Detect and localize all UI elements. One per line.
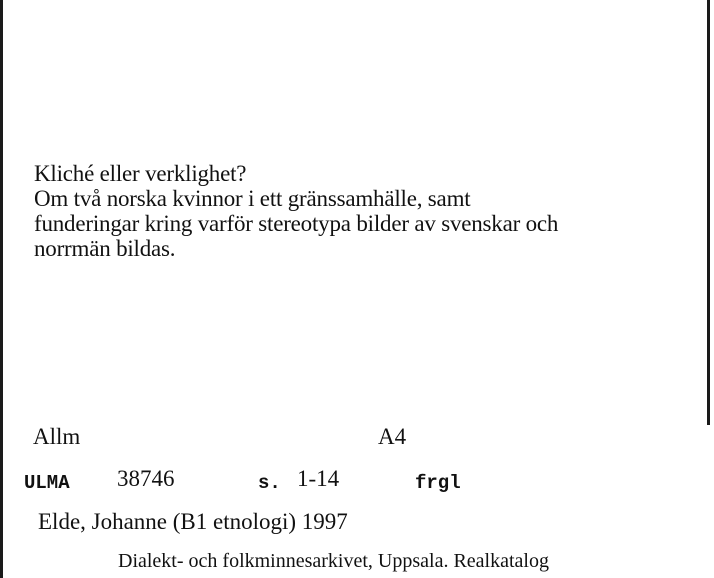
title-line-1: Kliché eller verklighet?	[34, 161, 247, 186]
pages-label: s.	[258, 472, 281, 494]
author-line: Elde, Johanne (B1 etnologi) 1997	[38, 509, 348, 534]
form-code: frgl	[415, 472, 461, 494]
shelf-code: A4	[378, 424, 407, 449]
card-left-edge	[0, 0, 3, 578]
card-title-block	[34, 161, 694, 261]
category-label: Allm	[33, 424, 81, 449]
title-line-3: funderingar kring varför stereotypa bilder av svenskar och	[34, 211, 559, 236]
archive-number: 38746	[117, 466, 175, 491]
archive-code: ULMA	[24, 472, 70, 494]
title-line-2: Om två norska kvinnor i ett gränssamhälle, samt	[34, 186, 471, 211]
pages-range: 1-14	[297, 466, 340, 491]
title-line-4: norrmän bildas.	[34, 236, 176, 261]
card-footer: Dialekt- och folkminnesarkivet, Uppsala. Realkatalog	[118, 550, 549, 572]
card-right-edge	[707, 0, 710, 425]
